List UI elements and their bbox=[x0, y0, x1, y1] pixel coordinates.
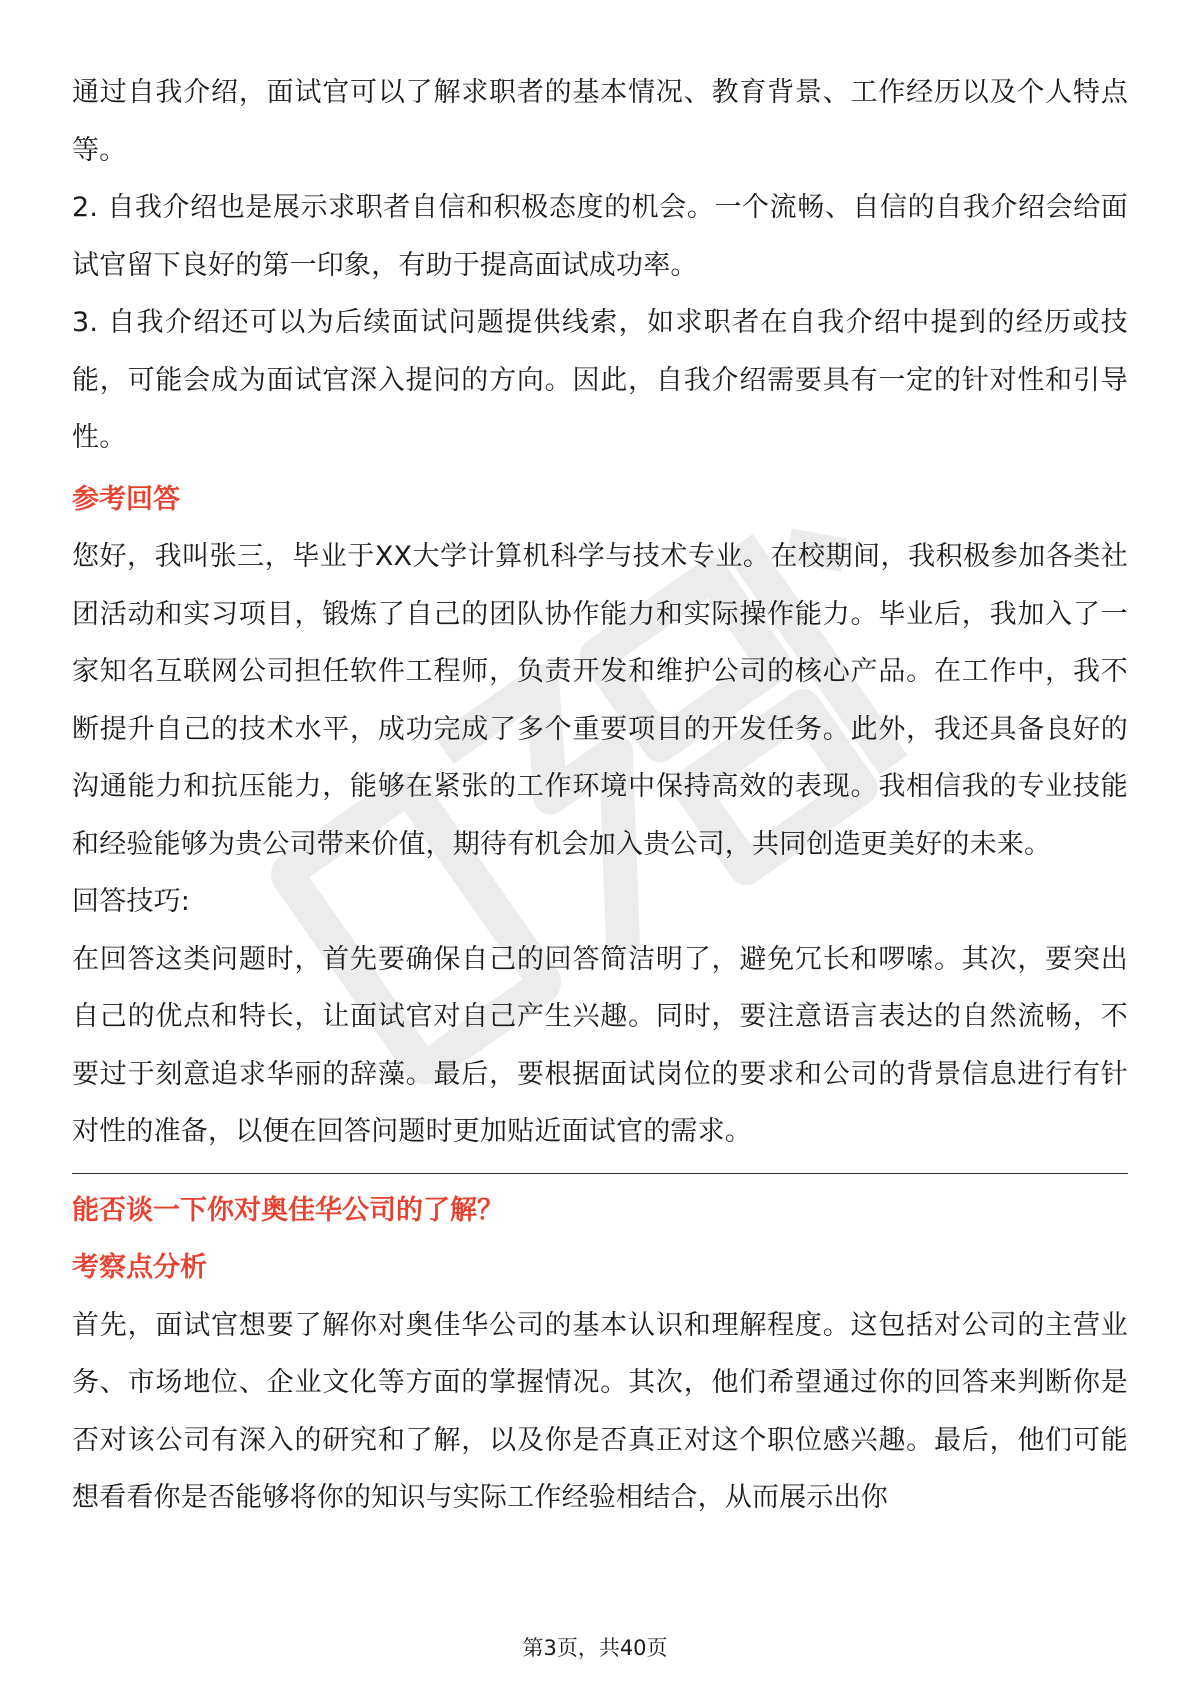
section-divider bbox=[72, 1173, 1128, 1174]
paragraph-point-2: 2. 自我介绍也是展示求职者自信和积极态度的机会。一个流畅、自信的自我介绍会给面试官留下良好的第一印象，有助于提高面试成功率。 bbox=[72, 192, 1128, 281]
label-answer-tips: 回答技巧: bbox=[72, 886, 191, 917]
paragraph-analysis: 首先，面试官想要了解你对奥佳华公司的基本认识和理解程度。这包括对公司的主营业务、市场地位、企业文化等方面的掌握情况。其次，他们希望通过你的回答来判断你是否对该公司有深入的研究和了解，以及你是否真正对这个职位感兴趣。最后，他们可能想看看你是否能够将你的知识与实际工作经验相结合，从而展示出你 bbox=[72, 1309, 1128, 1513]
document-content bbox=[72, 64, 1128, 1527]
paragraph-reference-answer: 您好，我叫张三，毕业于XX大学计算机科学与技术专业。在校期间，我积极参加各类社团活动和实习项目，锻炼了自己的团队协作能力和实际操作能力。毕业后，我加入了一家知名互联网公司担任软件工程师，负责开发和维护公司的核心产品。在工作中，我不断提升自己的技术水平，成功完成了多个重要项目的开发任务。此外，我还具备良好的沟通能力和抗压能力，能够在紧张的工作环境中保持高效的表现。我相信我的专业技能和经验能够为贵公司带来价值，期待有机会加入贵公司，共同创造更美好的未来。 bbox=[72, 541, 1128, 860]
paragraph-answer-tips: 在回答这类问题时，首先要确保自己的回答简洁明了，避免冗长和啰嗦。其次，要突出自己的优点和特长，让面试官对自己产生兴趣。同时，要注意语言表达的自然流畅，不要过于刻意追求华丽的辞藻。最后，要根据面试岗位的要求和公司的背景信息进行有针对性的准备，以便在回答问题时更加贴近面试官的需求。 bbox=[72, 943, 1128, 1147]
paragraph-point-3: 3. 自我介绍还可以为后续面试问题提供线索，如求职者在自我介绍中提到的经历或技能，可能会成为面试官深入提问的方向。因此，自我介绍需要具有一定的针对性和引导性。 bbox=[72, 307, 1128, 453]
question-heading: 能否谈一下你对奥佳华公司的了解？ bbox=[72, 1194, 504, 1226]
page-number: 第3页，共40页 bbox=[522, 1636, 668, 1660]
paragraph-self-intro-purpose: 通过自我介绍，面试官可以了解求职者的基本情况、教育背景、工作经历以及个人特点等。 bbox=[72, 77, 1128, 166]
heading-analysis: 考察点分析 bbox=[72, 1252, 207, 1283]
heading-reference-answer: 参考回答 bbox=[72, 483, 180, 515]
